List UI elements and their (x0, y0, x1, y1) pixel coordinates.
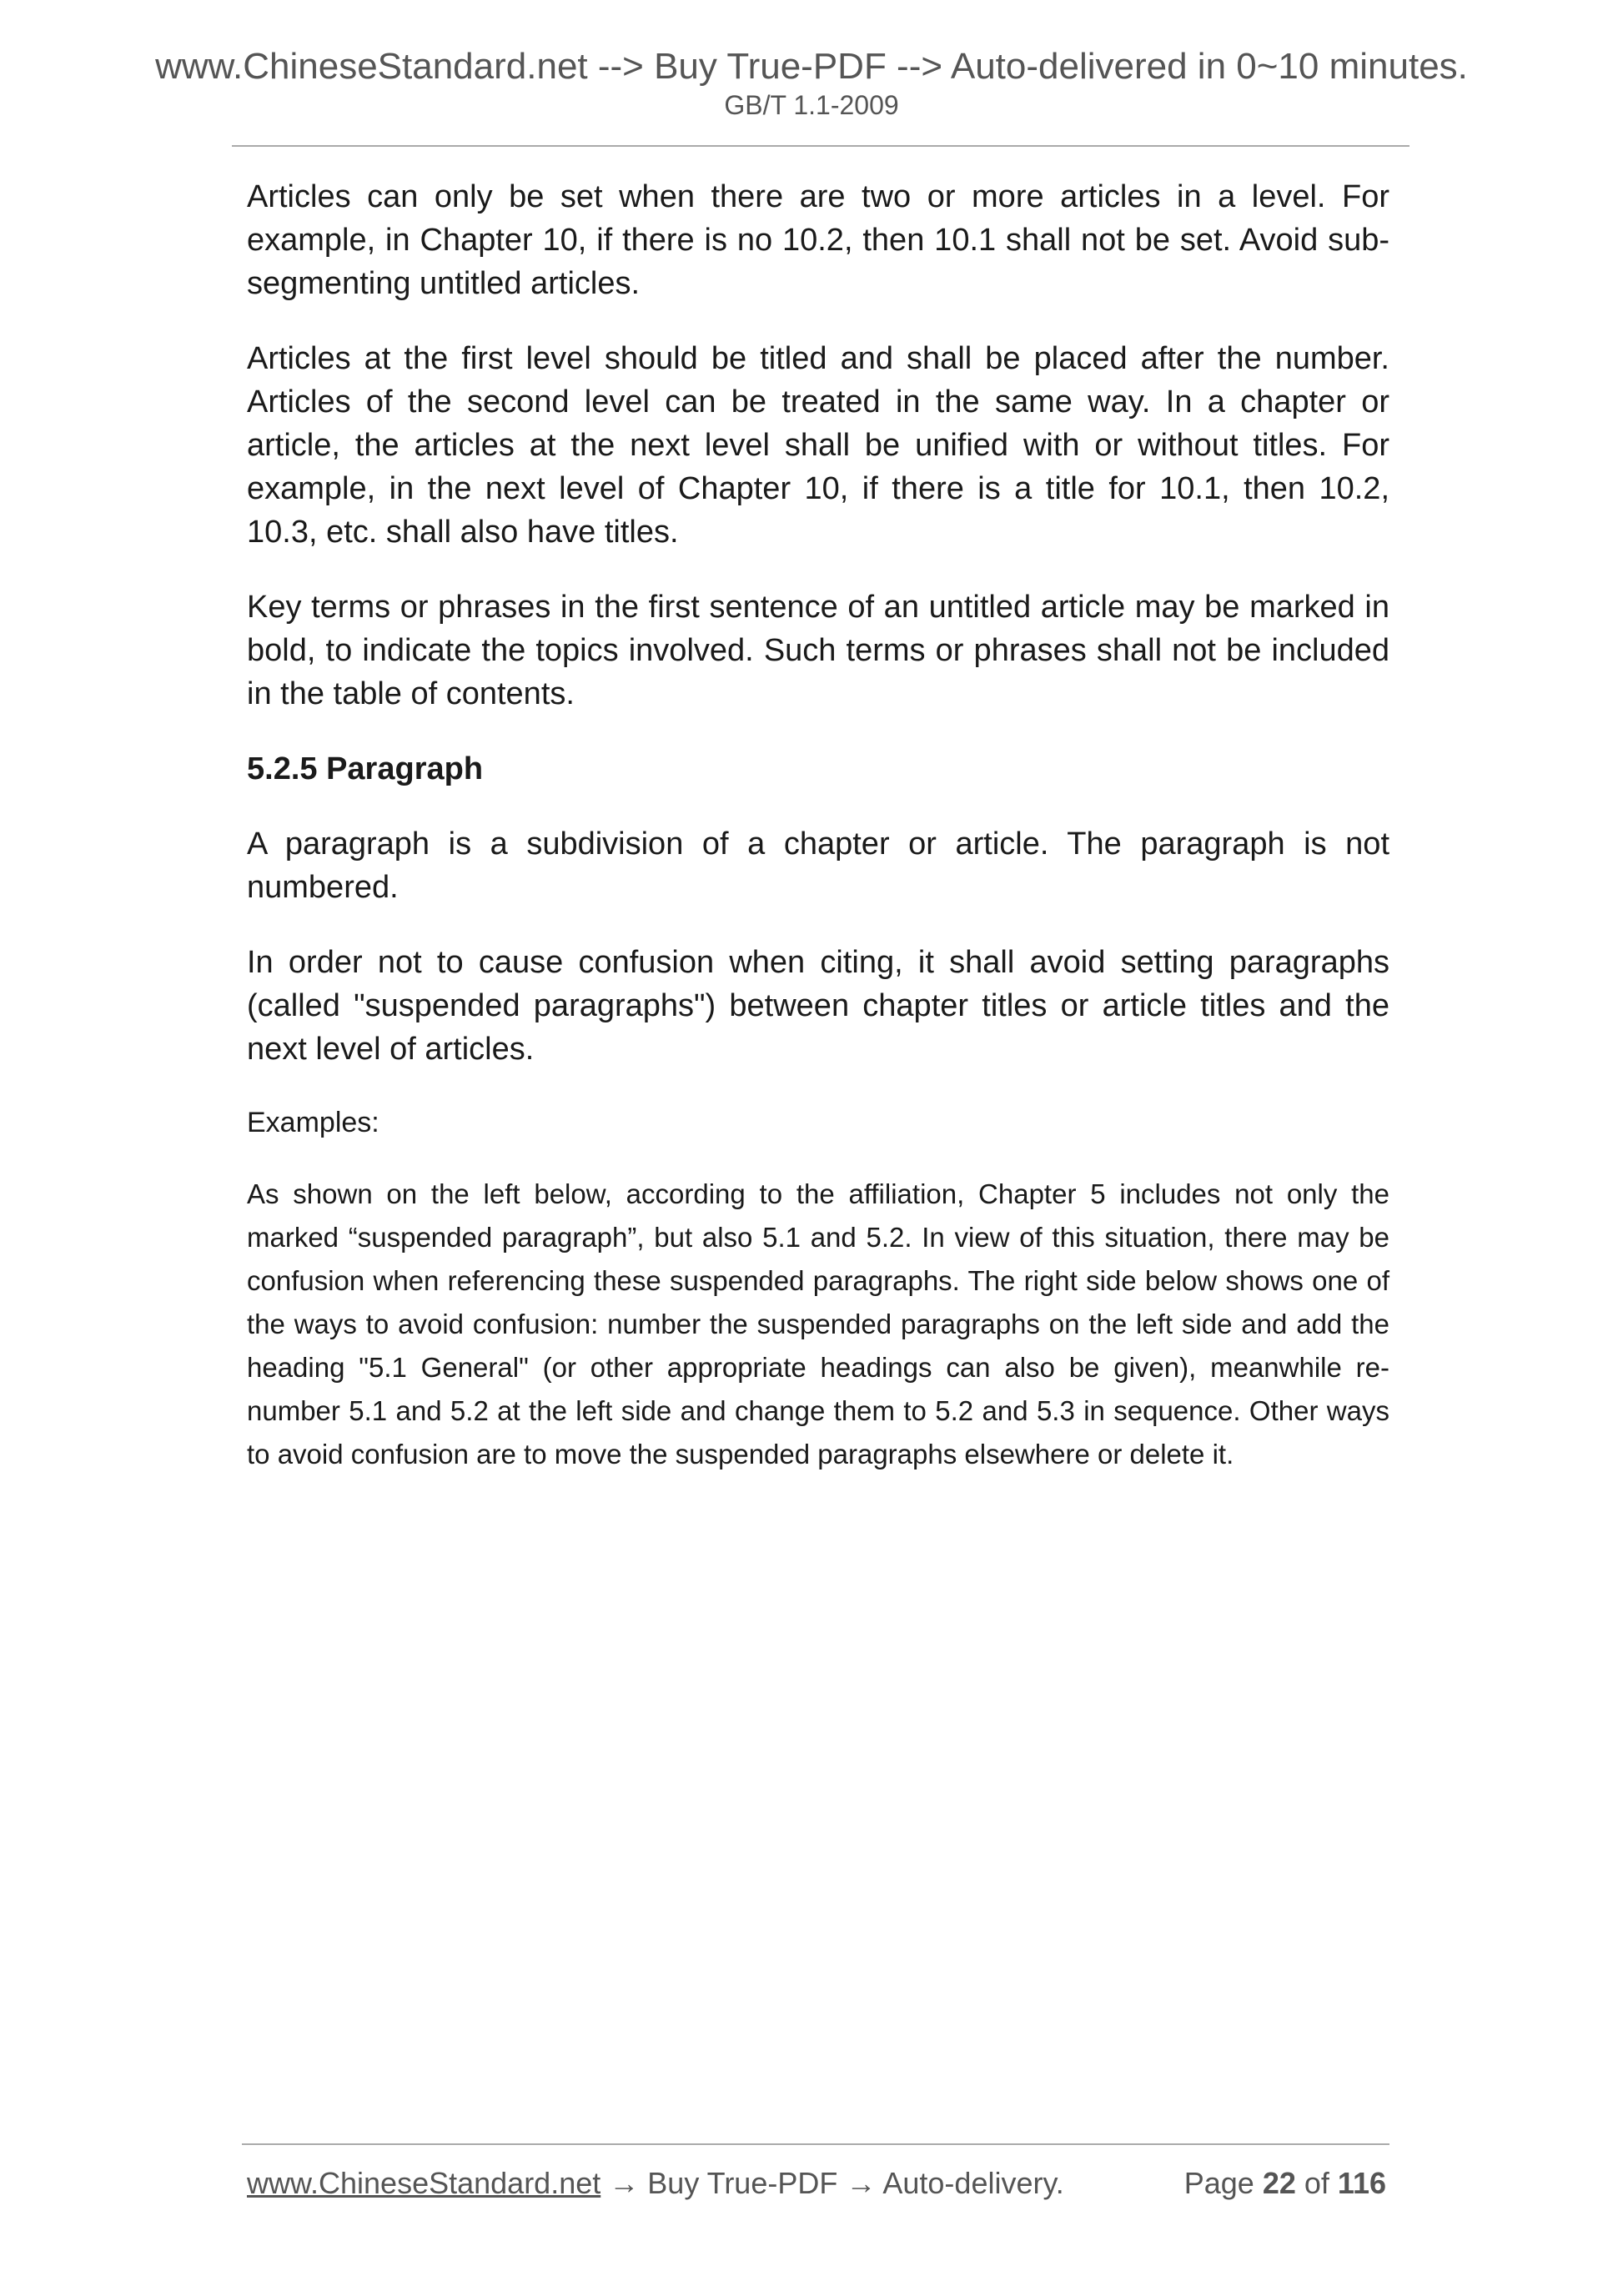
header-banner: www.ChineseStandard.net --> Buy True-PDF --> Auto-delivered in 0~10 minutes. (155, 46, 1468, 87)
header-divider (232, 145, 1409, 147)
body-paragraph: Articles can only be set when there are two or more articles in a level. For example, in Chapter 10, if there is no 10.2, then 10.1 shall not be set. Avoid sub-segmenting untitled articles. (247, 179, 1389, 301)
of-label: of (1304, 2166, 1329, 2200)
section-heading: 5.2.5 Paragraph (247, 751, 484, 786)
total-pages-number: 116 (1337, 2166, 1386, 2200)
document-body (247, 175, 1389, 1476)
footer-divider (242, 2143, 1389, 2145)
footer-site-link[interactable]: www.ChineseStandard.net (247, 2166, 601, 2200)
arrow-right-icon: → (609, 2166, 640, 2200)
footer-buy-text: Buy True-PDF (647, 2166, 838, 2200)
body-paragraph: In order not to cause confusion when citing, it shall avoid setting paragraphs (called "suspended paragraphs") between chapter titles or article titles and the next level of articles. (247, 945, 1389, 1067)
arrow-right-icon: → (846, 2166, 877, 2200)
page-header (0, 0, 1623, 122)
page-indicator (1184, 2160, 1386, 2207)
standard-code: GB/T 1.1-2009 (724, 90, 899, 120)
page-label: Page (1183, 2166, 1254, 2200)
current-page-number: 22 (1262, 2166, 1296, 2200)
body-paragraph: A paragraph is a subdivision of a chapter or article. The paragraph is not numbered. (247, 826, 1389, 905)
body-paragraph: Articles at the first level should be titled and shall be placed after the number. Articles of the second level can be treated in the same way. In a chapter or article, the articles at the next level shall be unified with or without titles. For example, in the next level of Chapter 10, if there is a title for 10.1, then 10.2, 10.3, etc. shall also have titles. (247, 341, 1389, 550)
footer-delivery-text: Auto-delivery. (882, 2166, 1064, 2200)
body-paragraph: Key terms or phrases in the first sentence of an untitled article may be marked in bold, to indicate the topics involved. Such terms or phrases shall not be included in the table of contents. (247, 590, 1389, 711)
examples-label: Examples: (247, 1107, 379, 1138)
footer-promo (247, 2160, 1064, 2207)
page-footer (247, 2160, 1386, 2207)
example-paragraph: As shown on the left below, according to the affiliation, Chapter 5 includes not only the marked “suspended paragraph”, but also 5.1 and 5.2. In view of this situation, there may be confusion when referencing these suspended paragraphs. The right side below shows one of the ways to avoid confusion: number the suspended paragraphs on the left side and add the heading "5.1 General" (or other appropriate headings can also be given), meanwhile re-number 5.1 and 5.2 at the left side and change them to 5.2 and 5.3 in sequence. Other ways to avoid confusion are to move the suspended paragraphs elsewhere or delete it. (247, 1178, 1389, 1470)
